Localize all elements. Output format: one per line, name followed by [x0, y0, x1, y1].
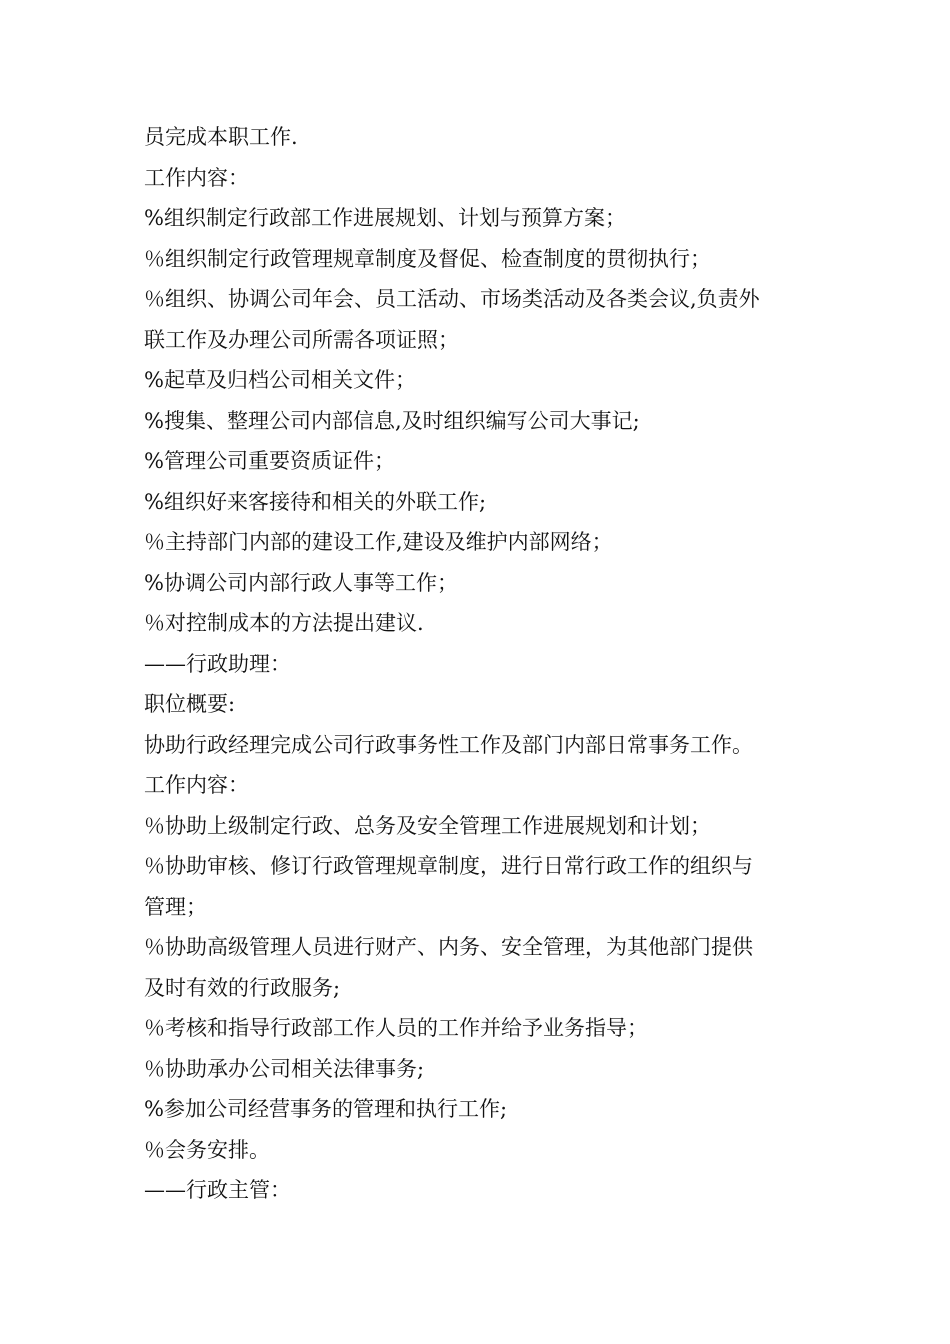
list-item-continuation: 及时有效的行政服务; [144, 975, 341, 1000]
document-body [144, 117, 824, 1211]
list-item: %起草及归档公司相关文件； [144, 368, 416, 392]
list-item: ％协助承办公司相关法律事务; [144, 1056, 425, 1081]
list-item: %参加公司经营事务的管理和执行工作; [144, 1097, 508, 1121]
list-item: ％组织、协调公司年会、员工活动、市场类活动及各类会议,负责外 [144, 287, 760, 311]
list-item: %组织制定行政部工作进展规划、计划与预算方案； [144, 206, 626, 230]
list-item: ％会务安排。 [144, 1137, 270, 1162]
list-item: ％对控制成本的方法提出建议. [144, 611, 424, 635]
list-item: ％协助高级管理人员进行财产、内务、安全管理，为其他部门提供 [144, 935, 753, 959]
list-item: %管理公司重要资质证件； [144, 449, 395, 473]
list-item: %协调公司内部行政人事等工作； [144, 570, 458, 595]
section-heading: 职位概要: [144, 692, 236, 716]
list-item: ％考核和指导行政部工作人员的工作并给予业务指导； [144, 1016, 648, 1040]
role-heading: ——行政主管： [144, 1178, 291, 1202]
list-item: %搜集、整理公司内部信息,及时组织编写公司大事记; [144, 408, 640, 433]
list-item: ％组织制定行政管理规章制度及督促、检查制度的贯彻执行； [144, 246, 711, 271]
list-item: %组织好来客接待和相关的外联工作; [144, 489, 487, 514]
list-item: ％主持部门内部的建设工作,建设及维护内部网络； [144, 530, 613, 554]
role-heading: ——行政助理： [144, 651, 291, 676]
section-heading: 工作内容： [144, 165, 249, 190]
list-item: ％协助上级制定行政、总务及安全管理工作进展规划和计划； [144, 813, 711, 838]
list-item: ％协助审核、修订行政管理规章制度，进行日常行政工作的组织与 [144, 854, 753, 878]
section-heading: 工作内容： [144, 773, 249, 797]
list-item-continuation: 管理； [144, 894, 207, 919]
text-line: 协助行政经理完成公司行政事务性工作及部门内部日常事务工作。 [144, 732, 753, 757]
text-line: 员完成本职工作. [144, 125, 298, 149]
list-item-continuation: 联工作及办理公司所需各项证照； [144, 327, 459, 352]
